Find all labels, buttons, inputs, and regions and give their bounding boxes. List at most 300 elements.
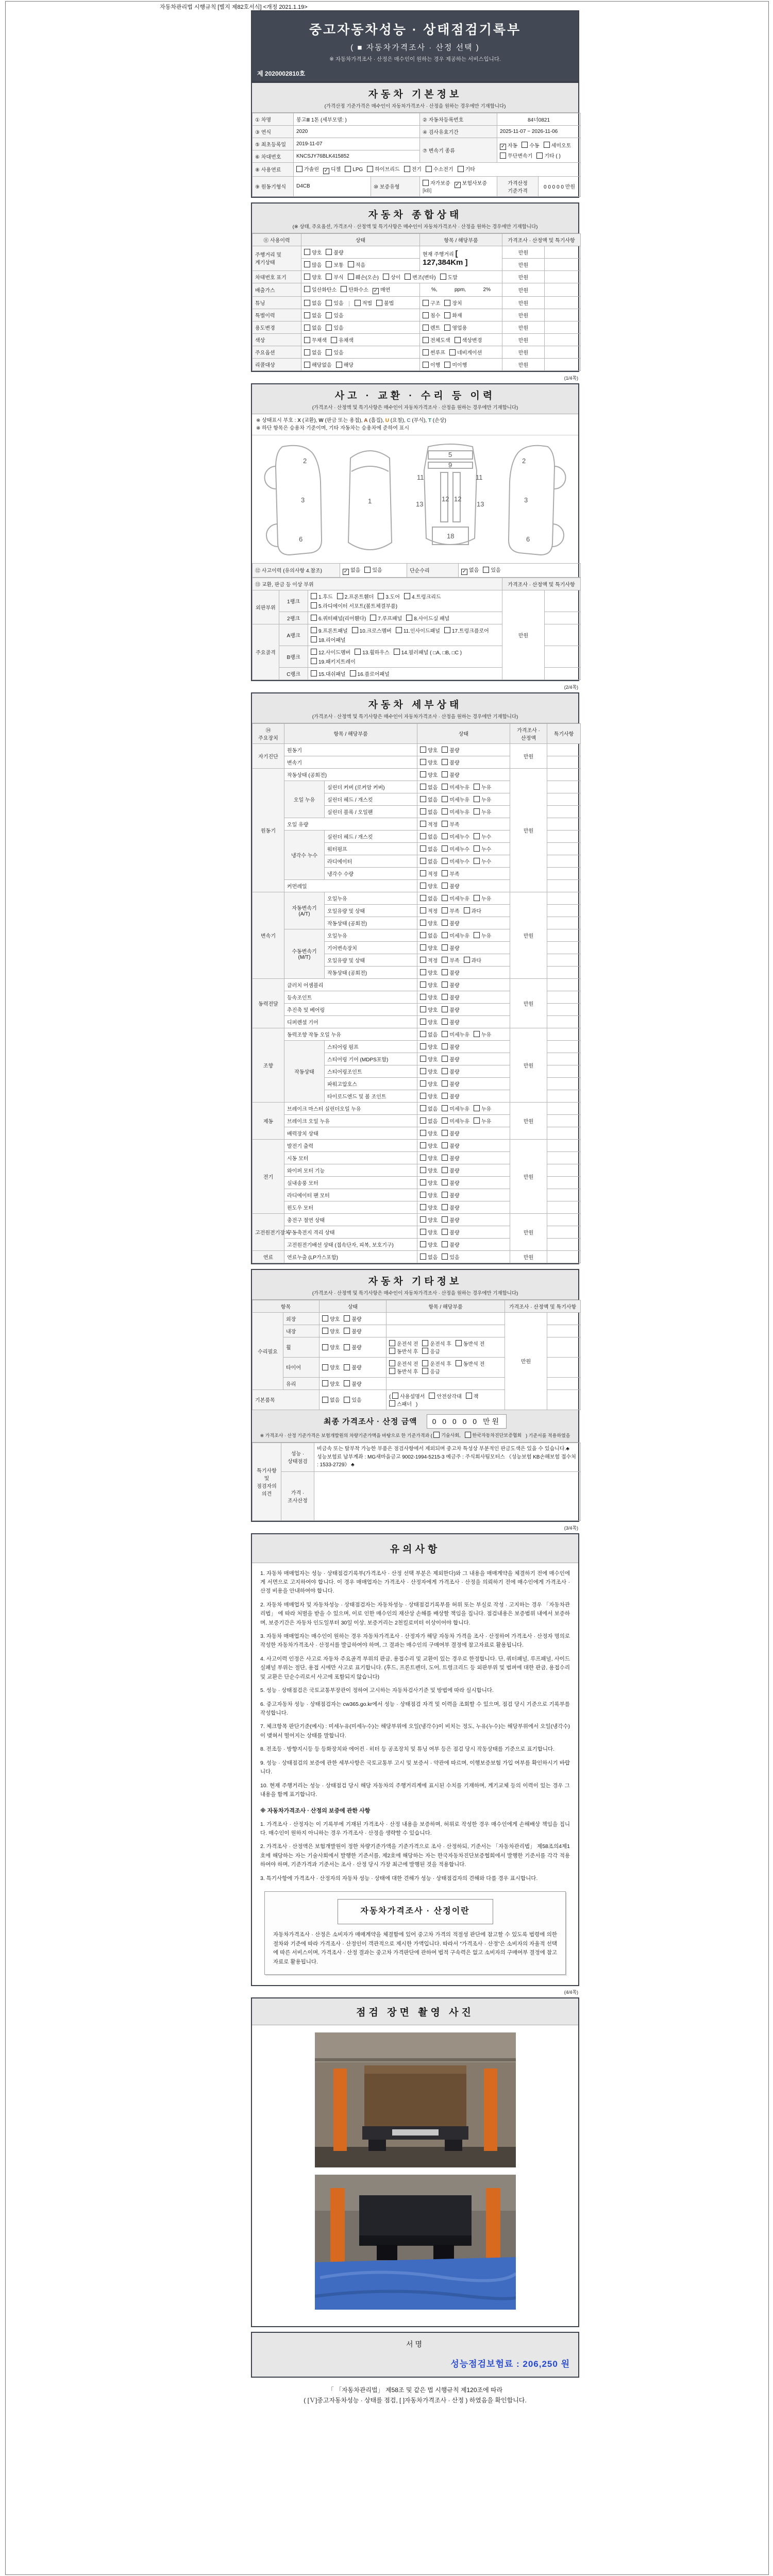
checkbox-option [420,1092,438,1100]
checkbox-icon[interactable] [344,1380,350,1386]
checkbox-label: 누유 [481,1106,492,1112]
note-cell [545,283,581,297]
checkbox-icon[interactable] [389,1360,395,1366]
checkbox-icon[interactable] [304,300,310,306]
checkbox-icon[interactable] [389,1348,395,1354]
checkbox-icon[interactable] [442,1068,448,1074]
checkbox-icon[interactable] [442,944,448,951]
checkbox-icon[interactable] [337,593,343,599]
checkbox-icon[interactable] [420,1241,426,1247]
checkbox-icon[interactable] [420,771,426,777]
checkbox-icon[interactable] [404,593,410,599]
vin-value: KNCSJY76BLK415852 [294,150,420,163]
checkbox-icon[interactable] [474,1031,480,1037]
checkbox-icon[interactable] [350,670,356,676]
checkbox-icon[interactable] [344,1364,350,1370]
checkbox-label: 8.사이드실 패널 [414,616,450,622]
checkbox-label: 동반석 전 [463,1361,485,1367]
checkbox-option [322,1343,340,1351]
checkbox-icon[interactable] [442,759,448,765]
rank-label: B랭크 [279,646,308,667]
checkbox-icon[interactable] [420,784,426,790]
checkbox-icon[interactable] [474,796,480,802]
checkbox-icon[interactable] [396,627,402,633]
checkbox-icon[interactable] [442,1056,448,1062]
device-label: 연료 [253,1250,284,1263]
checkbox-icon[interactable] [311,670,317,676]
checkbox-icon[interactable] [474,784,480,790]
checkbox-option [449,348,482,356]
current-mileage-value: [ 127,384Km ] [423,249,468,267]
price-cell: 만원 [510,1213,547,1250]
checkbox-icon[interactable] [304,312,310,318]
checkbox-label: 색상변경 [462,338,482,344]
comprehensive-state-section [251,202,579,372]
checkbox-icon[interactable] [389,1340,395,1346]
checkbox-icon[interactable] [442,1204,448,1210]
checkbox-label: 불량 [449,995,460,1001]
checkbox-icon[interactable] [326,349,332,355]
checkbox-option [442,882,459,890]
checkbox-icon[interactable] [522,142,528,148]
row-label: 차대번호 표기 [253,270,301,283]
checkbox-icon[interactable] [311,627,317,633]
checkbox-icon[interactable] [474,932,480,938]
checkbox-option [442,1204,459,1211]
accident-title: 사고 · 교환 · 수리 등 이력 [334,391,496,401]
checkbox-option [378,592,400,600]
checkbox-icon[interactable] [311,658,317,664]
checkbox-checked-icon[interactable]: ✓ [462,568,467,574]
checkbox-option [392,1392,425,1400]
checkbox-icon[interactable] [311,636,317,642]
checkbox-icon[interactable] [420,1093,426,1099]
checkbox-icon[interactable] [326,249,332,255]
checkbox-option [474,795,491,803]
checkbox-icon[interactable] [442,796,448,802]
checkbox-icon[interactable] [442,858,448,864]
checkbox-icon[interactable] [322,1344,328,1350]
checkbox-icon[interactable] [420,944,426,951]
checkbox-icon[interactable] [442,1253,448,1260]
checkbox-label: 양호 [312,250,322,256]
checkbox-label: 미세누유 [449,1118,469,1125]
checkbox-icon[interactable] [322,1364,328,1370]
price-cell: 만원 [510,1028,547,1102]
checkbox-option [444,324,467,331]
checkbox-icon[interactable] [423,312,429,318]
base-price-label: 가격산정 기준가격 [497,176,539,196]
checkbox-checked-icon[interactable]: ✓ [343,568,348,574]
device-label: 제동 [253,1102,284,1139]
checkbox-icon[interactable] [423,300,429,306]
checkbox-icon[interactable] [442,1093,448,1099]
checkbox-icon[interactable] [442,833,448,839]
row-label: 성능 · 상태점검 [281,1443,314,1472]
checkbox-icon[interactable] [304,325,310,331]
checkbox-option [389,1367,418,1375]
checkbox-icon[interactable] [420,1142,426,1148]
checkbox-icon[interactable] [304,337,310,343]
checkbox-icon[interactable] [311,649,317,655]
checkbox-icon[interactable] [464,957,470,963]
checkbox-icon[interactable] [474,1117,480,1124]
checkbox-icon[interactable] [442,957,448,963]
checkbox-icon[interactable] [420,1130,426,1136]
checkbox-icon[interactable] [311,615,317,621]
checkbox-icon[interactable] [420,808,426,815]
checkbox-icon[interactable] [455,337,461,343]
checkbox-icon[interactable] [442,981,448,988]
checkbox-icon[interactable] [444,312,450,318]
checkbox-icon[interactable] [311,593,317,599]
checkbox-icon[interactable] [442,1192,448,1198]
note-cell [545,346,581,359]
checkbox-icon[interactable] [420,1204,426,1210]
checkbox-icon[interactable] [442,920,448,926]
checkbox-icon[interactable] [420,1216,426,1223]
checkbox-option [442,956,459,964]
checkbox-icon[interactable] [311,602,317,608]
checkbox-icon[interactable] [444,300,450,306]
checkbox-icon[interactable] [341,286,347,292]
checkbox-icon[interactable] [326,261,332,267]
checkbox-icon[interactable] [442,1179,448,1185]
car-top-diagram [341,440,399,558]
checkbox-icon[interactable] [442,932,448,938]
checkbox-option [420,981,438,989]
checkbox-icon[interactable] [344,1344,350,1350]
note-cell [547,1077,581,1090]
checkbox-label: 불량 [351,1316,362,1323]
checkbox-icon[interactable] [456,1360,462,1366]
checkbox-icon[interactable] [304,261,310,267]
checkbox-icon[interactable] [389,1400,395,1406]
checkbox-option [442,931,469,939]
checkbox-icon[interactable] [378,593,384,599]
note-cell [547,793,581,805]
checkbox-icon[interactable] [420,920,426,926]
checkbox-option [420,783,438,791]
checkbox-icon[interactable] [442,895,448,901]
note-cell [547,1003,581,1015]
checkbox-icon[interactable] [444,325,450,331]
checkbox-checked-icon[interactable]: ✓ [455,181,460,188]
checkbox-icon[interactable] [442,1117,448,1124]
checkbox-icon[interactable] [420,870,426,876]
checkbox-icon[interactable] [442,784,448,790]
checkbox-icon[interactable] [442,1043,448,1049]
checkbox-icon[interactable] [420,994,426,1000]
checkbox-icon[interactable] [442,1080,448,1087]
checkbox-icon[interactable] [442,845,448,852]
notice-item: 1. 자동차 매매업자는 성능 · 상태점검기록부(가격조사 · 산정 선택 부분은 제외한다)와 그 내용을 매매계약을 체결하기 전에 매수인에게 서면으로 고지하여야 합니다. 이 경우 매매업자는 가격조사 · 산정자에게 가격조사 · 산정을 의뢰하기 전에 매수인에게 가격조사 · 산정 비용을 안내하여야 합니다. [260,1570,570,1595]
checkbox-icon[interactable] [348,274,354,280]
checkbox-icon[interactable] [420,1105,426,1111]
checkbox-icon[interactable] [420,1155,426,1161]
checkbox-icon[interactable] [423,362,429,368]
checkbox-option [423,336,450,344]
checkbox-icon[interactable] [420,1253,426,1260]
checkbox-icon[interactable] [422,1348,428,1354]
checkbox-icon[interactable] [345,166,351,172]
checkbox-icon[interactable] [442,907,448,913]
checkbox-icon[interactable] [420,1229,426,1235]
checkbox-icon[interactable] [420,1006,426,1012]
checkbox-label: 양호 [428,1044,438,1050]
checkbox-label: 보험사보증 [462,181,487,187]
checkbox-icon[interactable] [464,907,470,913]
checkbox-option [420,771,438,778]
checkbox-icon[interactable] [442,1142,448,1148]
checkbox-icon[interactable] [420,747,426,753]
basic-info-title: 자동차 기본정보 [368,89,462,100]
warranty-item: 3. 특기사항에 가격조사 · 산정자의 자동차 성능 · 상태에 대한 견해가 성능 · 상태점검자의 견해와 다를 경우 표시합니다. [260,1875,538,1882]
checkbox-icon[interactable] [426,166,432,172]
checkbox-icon[interactable] [420,845,426,852]
accident-flag-table [252,563,581,578]
checkbox-icon[interactable] [304,349,310,355]
column-header: 상태 [320,1300,386,1312]
checkbox-icon[interactable] [304,286,310,292]
checkbox-icon[interactable] [442,1130,448,1136]
checkbox-option [442,1228,459,1236]
detailed-note: (가격조사 · 산정액 및 특기사항은 매수인이 자동차가격조사 · 산정을 원하는 경우에만 기재합니다) [312,714,518,720]
checkbox-icon[interactable] [442,969,448,975]
checkbox-icon[interactable] [344,1315,350,1321]
checkbox-icon[interactable] [536,152,543,159]
checkbox-icon[interactable] [483,567,489,573]
checkbox-option [311,648,350,656]
checkbox-option [420,919,438,927]
checkbox-icon[interactable] [420,1031,426,1037]
checkbox-icon[interactable] [444,362,450,368]
checkbox-label: 불량 [351,1365,362,1371]
checkbox-icon[interactable] [442,870,448,876]
checkbox-icon[interactable] [442,1216,448,1223]
checkbox-icon[interactable] [422,1340,428,1346]
checkbox-icon[interactable] [442,1241,448,1247]
checkbox-icon[interactable] [322,1328,328,1334]
checkbox-icon[interactable] [442,821,448,827]
checkbox-icon[interactable] [376,300,382,306]
checkbox-label: 양호 [312,275,322,281]
checkbox-icon[interactable] [544,142,550,148]
checkbox-icon[interactable] [420,969,426,975]
checkbox-label: 기술사회, [441,1433,461,1438]
checkbox-icon[interactable] [420,1056,426,1062]
checkbox-option [326,311,343,319]
checkbox-label: 적법 [362,301,372,307]
checkbox-icon[interactable] [474,833,480,839]
row-label: 유리 [283,1377,320,1389]
checkbox-icon[interactable] [336,362,342,368]
checkbox-icon[interactable] [420,932,426,938]
checkbox-icon[interactable] [423,180,429,186]
column-header: 상태 [301,233,420,246]
checkbox-icon[interactable] [423,337,429,343]
price-cell: 만원 [502,283,545,297]
checkbox-icon[interactable] [420,883,426,889]
checkbox-icon[interactable] [422,1368,428,1374]
checkbox-option [474,808,491,816]
checkbox-icon[interactable] [392,1393,398,1399]
checkbox-icon[interactable] [433,1432,440,1438]
checkbox-option [304,311,322,319]
checkbox-icon[interactable] [355,649,361,655]
checkbox-icon[interactable] [465,1432,471,1438]
opinion-column-label: 특기사항 및 점검자의 의견 [253,1443,281,1521]
checkbox-icon[interactable] [420,821,426,827]
checkbox-icon[interactable] [474,1105,480,1111]
checkbox-icon[interactable] [344,1397,350,1403]
checkbox-option [442,833,469,840]
checkbox-icon[interactable] [442,1031,448,1037]
checkbox-icon[interactable] [442,1019,448,1025]
checkbox-icon[interactable] [420,759,426,765]
checkbox-option [483,566,500,573]
checkbox-icon[interactable] [442,1155,448,1161]
checkbox-icon[interactable] [429,1393,435,1399]
checkbox-label: 없음 [312,301,322,307]
checkbox-icon[interactable] [348,261,354,267]
checkbox-icon[interactable] [296,166,303,172]
checkbox-icon[interactable] [370,615,376,621]
checkbox-option [500,141,517,150]
checkbox-icon[interactable] [420,1117,426,1124]
svg-text:9: 9 [448,461,452,469]
checkbox-icon[interactable] [322,1315,328,1321]
checkbox-label: 있음 [351,1398,362,1403]
checkbox-icon[interactable] [420,1068,426,1074]
checkbox-icon[interactable] [442,1167,448,1173]
checkbox-icon[interactable] [449,349,456,355]
price-cell: 만원 [505,1312,547,1410]
checkbox-icon[interactable] [344,1328,350,1334]
checkbox-option [426,165,453,173]
checkbox-icon[interactable] [326,312,332,318]
column-header: ⑪ 사용이력 [253,233,301,246]
checkbox-icon[interactable] [352,627,358,633]
checkbox-icon[interactable] [458,166,464,172]
field-label: ⑦ 변속기 종류 [420,138,497,163]
checkbox-icon[interactable] [420,1179,426,1185]
checkbox-label: 부식 [333,275,344,281]
checkbox-icon[interactable] [474,808,480,815]
checkbox-icon[interactable] [420,1080,426,1087]
checkbox-icon[interactable] [394,649,400,655]
checkbox-option [345,166,363,173]
checkbox-icon[interactable] [442,771,448,777]
checkbox-icon[interactable] [304,249,310,255]
checkbox-icon[interactable] [456,1340,462,1346]
checkbox-icon[interactable] [404,166,410,172]
checkbox-label: 없음 [428,797,438,803]
checkbox-icon[interactable] [420,858,426,864]
checkbox-icon[interactable] [304,362,310,368]
checkbox-icon[interactable] [420,907,426,913]
checkbox-icon[interactable] [420,796,426,802]
checkbox-icon[interactable] [466,1393,472,1399]
note-cell [545,297,581,309]
checkbox-checked-icon[interactable]: ✓ [500,144,506,150]
checkbox-icon[interactable] [331,337,337,343]
checkbox-icon[interactable] [423,325,429,331]
checkbox-icon[interactable] [500,152,506,159]
checkbox-icon[interactable] [442,1229,448,1235]
checkbox-icon[interactable] [423,349,429,355]
checkbox-option [474,857,491,865]
checkbox-icon[interactable] [420,833,426,839]
checkbox-icon[interactable] [355,300,361,306]
group-label: 수리필요 [253,1312,283,1389]
checkbox-icon[interactable] [442,1006,448,1012]
checkbox-icon[interactable] [420,981,426,988]
checkbox-label: 양호 [428,921,438,927]
checkbox-icon[interactable] [322,1380,328,1386]
column-header: 항목 [253,1300,320,1312]
checkbox-icon[interactable] [420,1043,426,1049]
checkbox-icon[interactable] [383,274,389,280]
checkbox-icon[interactable] [442,808,448,815]
checkbox-icon[interactable] [326,274,332,280]
notice-item: 8. 전조등 · 방향지시등 등 등화장치와 에어컨 · 히터 등 공조장치 및 튜닝 여부 등은 점검 당시 작동상태를 기준으로 표기합니다. [260,1746,555,1753]
checkbox-icon[interactable] [442,1105,448,1111]
checkbox-icon[interactable] [440,274,446,280]
checkbox-icon[interactable] [420,1167,426,1173]
mileage-item-cell: 현재 주행거리 [ 127,384Km ] [420,246,502,270]
checkbox-label: 16.플로어패널 [357,671,390,677]
checkbox-icon[interactable] [474,858,480,864]
checkbox-option [423,179,450,187]
checkbox-icon[interactable] [326,300,332,306]
checkbox-icon[interactable] [474,895,480,901]
checkbox-option [420,1191,438,1199]
checkbox-option [336,361,354,368]
checkbox-icon[interactable] [420,1192,426,1198]
checkbox-checked-icon[interactable]: ✓ [324,167,329,174]
checkbox-icon[interactable] [420,1019,426,1025]
checkbox-icon[interactable] [474,845,480,852]
checkbox-icon[interactable] [304,274,310,280]
checkbox-icon[interactable] [422,1360,428,1366]
emission-values: %, ppm, 2% [420,283,502,297]
subgroup-label: 작동상태 [284,1040,325,1102]
checkbox-icon[interactable] [389,1368,395,1374]
checkbox-checked-icon[interactable]: ✓ [373,288,378,294]
page-mark: (1/4쪽) [564,376,578,381]
note-cell [545,246,581,258]
checkbox-label: 불량 [449,1044,460,1050]
checkbox-icon[interactable] [322,1397,328,1403]
checkbox-icon[interactable] [420,895,426,901]
checkbox-icon[interactable] [406,615,412,621]
checkbox-icon[interactable] [326,325,332,331]
checkbox-icon[interactable] [444,627,450,633]
checkbox-option [433,1432,460,1439]
checkbox-icon[interactable] [442,883,448,889]
checkbox-option [474,894,491,902]
legend-line2: ※ 하단 항목은 승용차 기준이며, 기타 자동차는 승용차에 준하여 표시 [256,426,409,431]
checkbox-icon[interactable] [367,166,373,172]
checkbox-option [420,1154,438,1162]
checkbox-icon[interactable] [420,957,426,963]
checkbox-icon[interactable] [442,994,448,1000]
checkbox-icon[interactable] [364,567,371,573]
checkbox-icon[interactable] [442,747,448,753]
note-cell [547,954,581,966]
checkbox-icon[interactable] [405,274,411,280]
